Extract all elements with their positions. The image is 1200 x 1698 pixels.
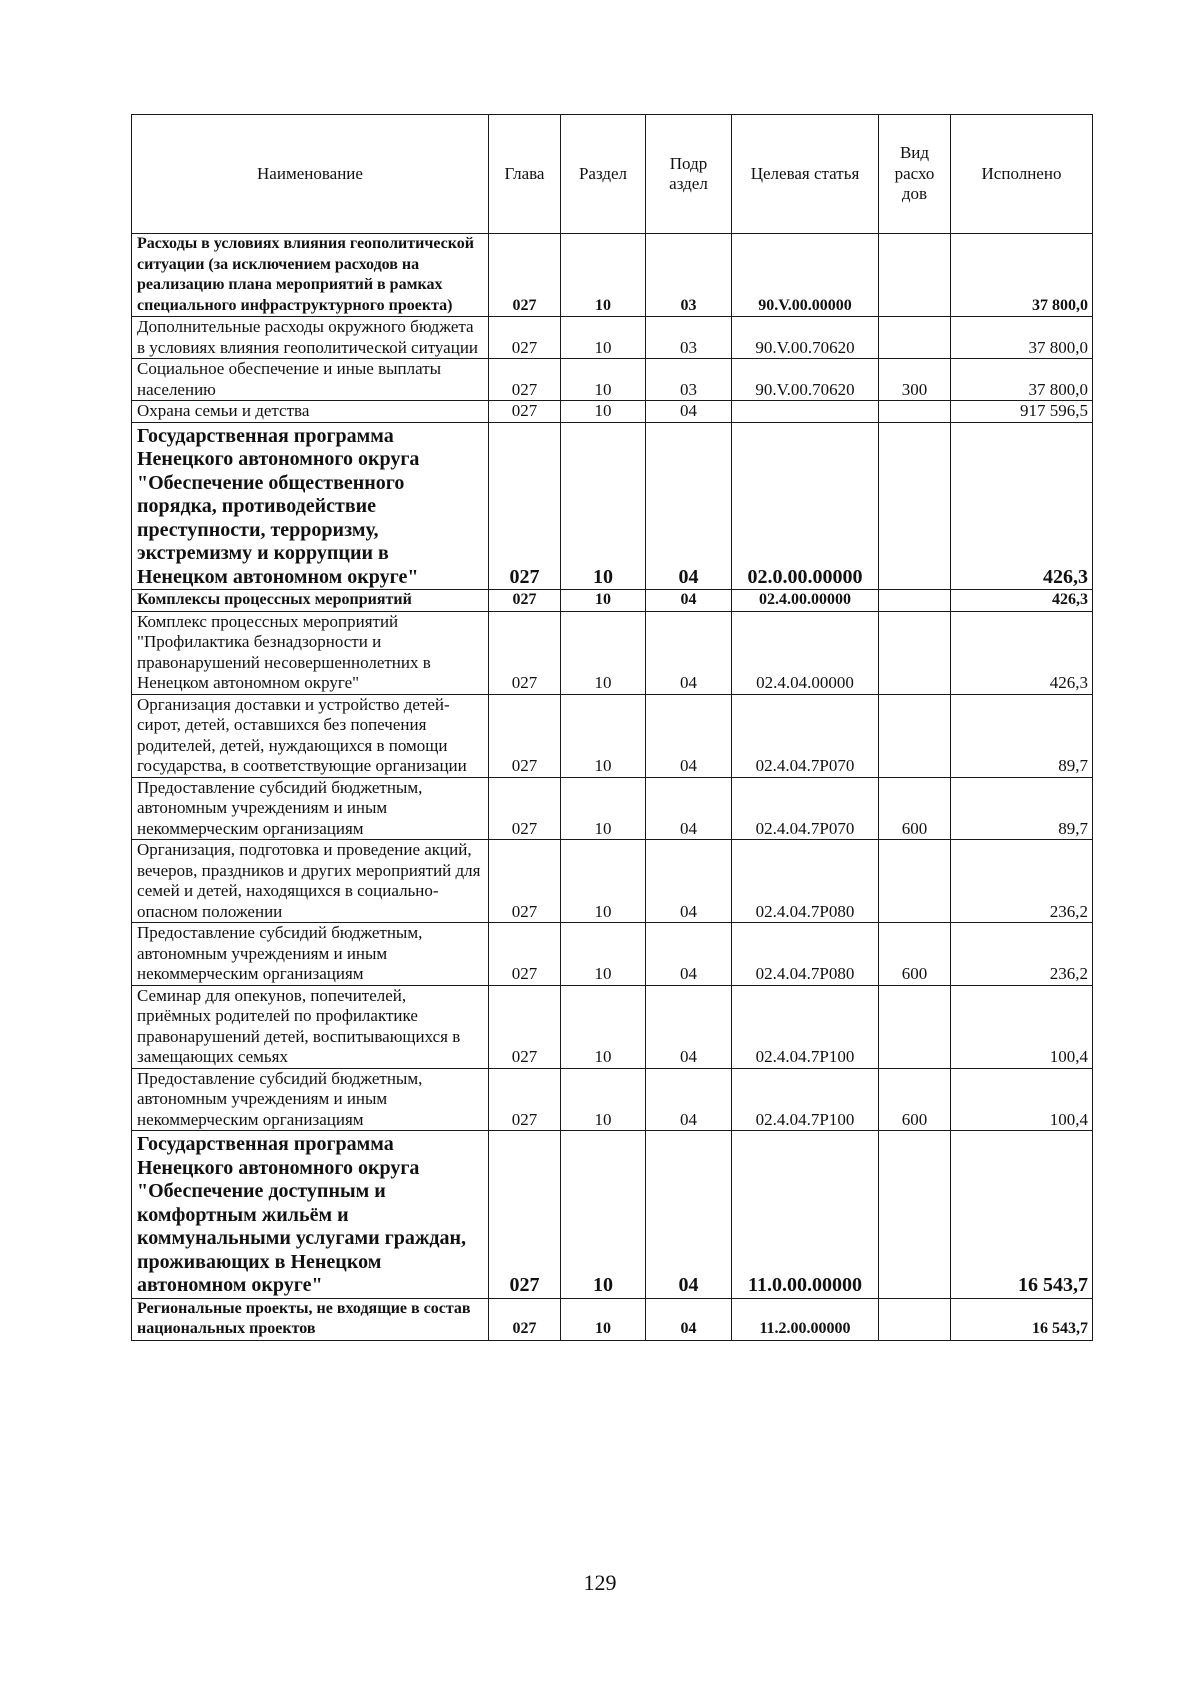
cell-section: 10 [561,1298,646,1340]
cell-target-article: 90.V.00.70620 [732,359,879,401]
cell-chapter: 027 [489,422,561,590]
cell-section: 10 [561,777,646,840]
cell-subsection: 04 [646,1131,732,1299]
table-row [132,1131,1093,1299]
table-row [132,840,1093,923]
table-row [132,694,1093,777]
cell-executed: 89,7 [951,694,1093,777]
cell-chapter: 027 [489,985,561,1068]
cell-name: Предоставление субсидий бюджетным, автономным учреждениям и иным некоммерческим организациям [132,1068,489,1131]
cell-expense-type [879,694,951,777]
cell-name: Предоставление субсидий бюджетным, автономным учреждениям и иным некоммерческим организациям [132,923,489,986]
cell-subsection: 04 [646,777,732,840]
cell-chapter: 027 [489,401,561,423]
header-chapter: Глава [489,115,561,234]
cell-expense-type [879,840,951,923]
cell-expense-type [879,1131,951,1299]
cell-subsection: 04 [646,1068,732,1131]
cell-section: 10 [561,422,646,590]
table-row [132,985,1093,1068]
cell-chapter: 027 [489,694,561,777]
cell-target-article [732,401,879,423]
cell-chapter: 027 [489,611,561,694]
page-number: 129 [583,1570,617,1595]
cell-executed: 917 596,5 [951,401,1093,423]
cell-name: Комплекс процессных мероприятий "Профилактика безнадзорности и правонарушений несовершеннолетних в Ненецком автономном округе" [132,611,489,694]
table-row [132,777,1093,840]
cell-subsection: 04 [646,840,732,923]
cell-subsection: 04 [646,590,732,612]
cell-name: Государственная программа Ненецкого автономного округа "Обеспечение общественного порядка, противодействие преступности, терроризму, экстремизму и коррупции в Ненецком автономном округе" [132,422,489,590]
table-row [132,422,1093,590]
cell-expense-type: 600 [879,1068,951,1131]
cell-executed: 426,3 [951,422,1093,590]
cell-subsection: 03 [646,234,732,317]
cell-name: Региональные проекты, не входящие в состав национальных проектов [132,1298,489,1340]
cell-subsection: 04 [646,422,732,590]
cell-target-article: 02.4.04.00000 [732,611,879,694]
cell-expense-type [879,422,951,590]
cell-chapter: 027 [489,317,561,359]
cell-subsection: 04 [646,1298,732,1340]
cell-name: Семинар для опекунов, попечителей, приёмных родителей по профилактике правонарушений детей, воспитывающихся в замещающих семьях [132,985,489,1068]
cell-section: 10 [561,611,646,694]
budget-execution-table [131,114,1093,1341]
cell-section: 10 [561,234,646,317]
cell-name: Комплексы процессных мероприятий [132,590,489,612]
cell-executed: 16 543,7 [951,1298,1093,1340]
cell-section: 10 [561,401,646,423]
cell-executed: 89,7 [951,777,1093,840]
cell-target-article: 90.V.00.00000 [732,234,879,317]
cell-expense-type [879,611,951,694]
cell-target-article: 90.V.00.70620 [732,317,879,359]
cell-subsection: 04 [646,401,732,423]
cell-section: 10 [561,985,646,1068]
cell-section: 10 [561,359,646,401]
cell-target-article: 02.4.04.7Р100 [732,985,879,1068]
cell-target-article: 02.4.04.7Р100 [732,1068,879,1131]
table-row [132,1068,1093,1131]
cell-target-article: 02.0.00.00000 [732,422,879,590]
cell-name: Социальное обеспечение и иные выплаты населению [132,359,489,401]
table-row [132,359,1093,401]
cell-chapter: 027 [489,359,561,401]
cell-name: Расходы в условиях влияния геополитической ситуации (за исключением расходов на реализацию плана мероприятий в рамках специального инфраструктурного проекта) [132,234,489,317]
table-row [132,923,1093,986]
cell-executed: 426,3 [951,590,1093,612]
cell-chapter: 027 [489,840,561,923]
header-expense-type: Вид расхо дов [879,115,951,234]
cell-chapter: 027 [489,1131,561,1299]
header-section: Раздел [561,115,646,234]
cell-executed: 37 800,0 [951,317,1093,359]
cell-executed: 236,2 [951,923,1093,986]
cell-target-article: 02.4.00.00000 [732,590,879,612]
header-subsection: Подр аздел [646,115,732,234]
cell-expense-type [879,985,951,1068]
cell-name: Организация доставки и устройство детей-сирот, детей, оставшихся без попечения родителей, детей, нуждающихся в помощи государства, в соответствующие организации [132,694,489,777]
cell-section: 10 [561,1131,646,1299]
cell-executed: 100,4 [951,985,1093,1068]
cell-section: 10 [561,840,646,923]
cell-chapter: 027 [489,590,561,612]
cell-expense-type [879,317,951,359]
table-row [132,1298,1093,1340]
cell-section: 10 [561,590,646,612]
cell-chapter: 027 [489,923,561,986]
cell-subsection: 03 [646,317,732,359]
cell-executed: 426,3 [951,611,1093,694]
cell-executed: 37 800,0 [951,234,1093,317]
cell-expense-type [879,234,951,317]
cell-target-article: 11.0.00.00000 [732,1131,879,1299]
cell-section: 10 [561,317,646,359]
cell-subsection: 04 [646,923,732,986]
cell-name: Охрана семьи и детства [132,401,489,423]
table-row [132,401,1093,423]
cell-chapter: 027 [489,777,561,840]
cell-section: 10 [561,1068,646,1131]
table-row [132,611,1093,694]
cell-chapter: 027 [489,1298,561,1340]
cell-subsection: 03 [646,359,732,401]
table-header-row [132,115,1093,234]
header-target-article: Целевая статья [732,115,879,234]
cell-section: 10 [561,694,646,777]
cell-target-article: 02.4.04.7Р080 [732,840,879,923]
cell-executed: 100,4 [951,1068,1093,1131]
cell-executed: 37 800,0 [951,359,1093,401]
cell-chapter: 027 [489,1068,561,1131]
cell-subsection: 04 [646,694,732,777]
cell-expense-type [879,590,951,612]
cell-subsection: 04 [646,611,732,694]
cell-name: Организация, подготовка и проведение акций, вечеров, праздников и других мероприятий для семей и детей, находящихся в социально-опасном положении [132,840,489,923]
table-row [132,234,1093,317]
table-row [132,590,1093,612]
cell-chapter: 027 [489,234,561,317]
cell-section: 10 [561,923,646,986]
cell-expense-type: 300 [879,359,951,401]
cell-target-article: 02.4.04.7Р070 [732,694,879,777]
cell-expense-type: 600 [879,777,951,840]
cell-name: Государственная программа Ненецкого автономного округа "Обеспечение доступным и комфортным жильём и коммунальными услугами граждан, проживающих в Ненецком автономном округе" [132,1131,489,1299]
cell-target-article: 02.4.04.7Р070 [732,777,879,840]
cell-name: Дополнительные расходы окружного бюджета в условиях влияния геополитической ситуации [132,317,489,359]
cell-executed: 16 543,7 [951,1131,1093,1299]
cell-executed: 236,2 [951,840,1093,923]
header-executed: Исполнено [951,115,1093,234]
cell-subsection: 04 [646,985,732,1068]
cell-expense-type [879,1298,951,1340]
cell-expense-type: 600 [879,923,951,986]
cell-name: Предоставление субсидий бюджетным, автономным учреждениям и иным некоммерческим организациям [132,777,489,840]
table-row [132,317,1093,359]
cell-expense-type [879,401,951,423]
cell-target-article: 11.2.00.00000 [732,1298,879,1340]
header-name: Наименование [132,115,489,234]
cell-target-article: 02.4.04.7Р080 [732,923,879,986]
